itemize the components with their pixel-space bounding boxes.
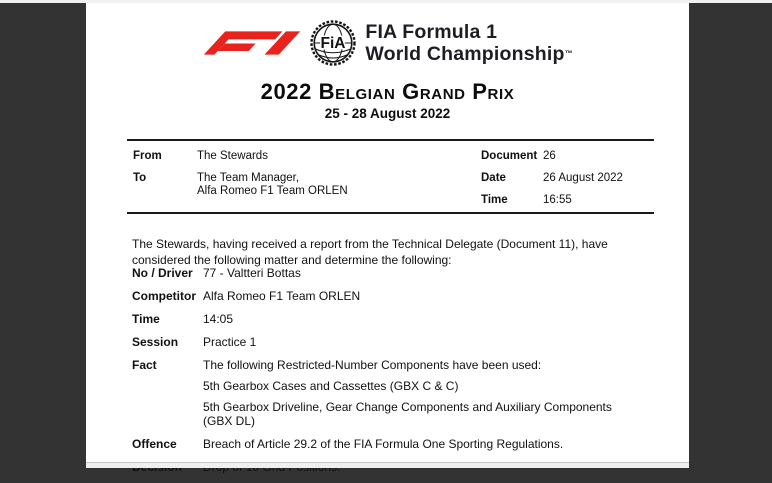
document-page xyxy=(86,0,689,468)
fact-label: Fact xyxy=(132,358,157,372)
intro-paragraph: The Stewards, having received a report from the Technical Delegate (Document 11), have considered the following matter and determine the following: xyxy=(132,237,608,267)
to-label: To xyxy=(133,172,147,184)
session-value: Practice 1 xyxy=(203,335,257,349)
time-label: Time xyxy=(481,194,508,206)
decision-fields xyxy=(132,266,648,483)
championship-wordmark xyxy=(365,22,572,65)
field-row-fact xyxy=(132,358,648,428)
event-title-block xyxy=(86,79,689,121)
meta-row-document xyxy=(481,150,623,163)
driver-label: No / Driver xyxy=(132,266,193,280)
document-header xyxy=(86,16,689,70)
offence-value: Breach of Article 29.2 of the FIA Formula One Sporting Regulations. xyxy=(203,437,564,451)
f1-logo-icon xyxy=(202,28,302,58)
wordmark-line1: FIA Formula 1 xyxy=(365,20,498,43)
wordmark-line2: World Championship™ xyxy=(365,42,573,65)
competitor-label: Competitor xyxy=(132,289,196,303)
meta-row-from xyxy=(133,150,348,163)
window-top-edge xyxy=(0,0,772,3)
competitor-value: Alfa Romeo F1 Team ORLEN xyxy=(203,289,361,303)
time-value: 16:55 xyxy=(543,194,572,206)
trademark-symbol: ™ xyxy=(564,48,573,58)
document-value: 26 xyxy=(543,150,556,162)
date-value: 26 August 2022 xyxy=(543,172,623,184)
event-dates: 25 - 28 August 2022 xyxy=(324,106,451,121)
field-row-session xyxy=(132,335,648,349)
driver-value: 77 - Valtteri Bottas xyxy=(203,266,301,280)
fact-detail-2: 5th Gearbox Driveline, Gear Change Components and Auxiliary Components (GBX DL) xyxy=(203,400,612,428)
from-value: The Stewards xyxy=(197,150,268,162)
event-title: 2022 Belgian Grand Prix xyxy=(260,79,515,104)
document-label: Document xyxy=(481,150,538,162)
field-row-driver xyxy=(132,266,648,280)
fia-logo-icon xyxy=(309,19,357,67)
field-row-competitor xyxy=(132,289,648,303)
fact-detail-1: 5th Gearbox Cases and Cassettes (GBX C & C) xyxy=(203,379,459,393)
fia-monogram: FiA xyxy=(320,35,346,52)
date-label: Date xyxy=(481,172,506,184)
field-row-offence xyxy=(132,437,648,451)
meta-row-time xyxy=(481,194,623,207)
session-label: Session xyxy=(132,335,179,349)
to-value: The Team Manager, Alfa Romeo F1 Team ORLEN xyxy=(197,172,348,197)
meta-document-info xyxy=(481,150,623,216)
field-row-time xyxy=(132,312,648,326)
page-bottom-edge xyxy=(86,462,689,468)
meta-table xyxy=(127,139,654,214)
meta-row-to xyxy=(133,172,348,198)
time-field-value: 14:05 xyxy=(203,312,234,326)
time-field-label: Time xyxy=(132,312,160,326)
meta-row-date xyxy=(481,172,623,185)
fact-value: The following Restricted-Number Components have been used: 5th Gearbox Cases and Cassettes (GBX C & C) 5th Gearbox Driveline, Gear Change Components and Auxiliary Components (GBX DL) xyxy=(203,358,635,428)
from-label: From xyxy=(133,150,162,162)
offence-label: Offence xyxy=(132,437,177,451)
meta-addressees xyxy=(133,150,348,207)
